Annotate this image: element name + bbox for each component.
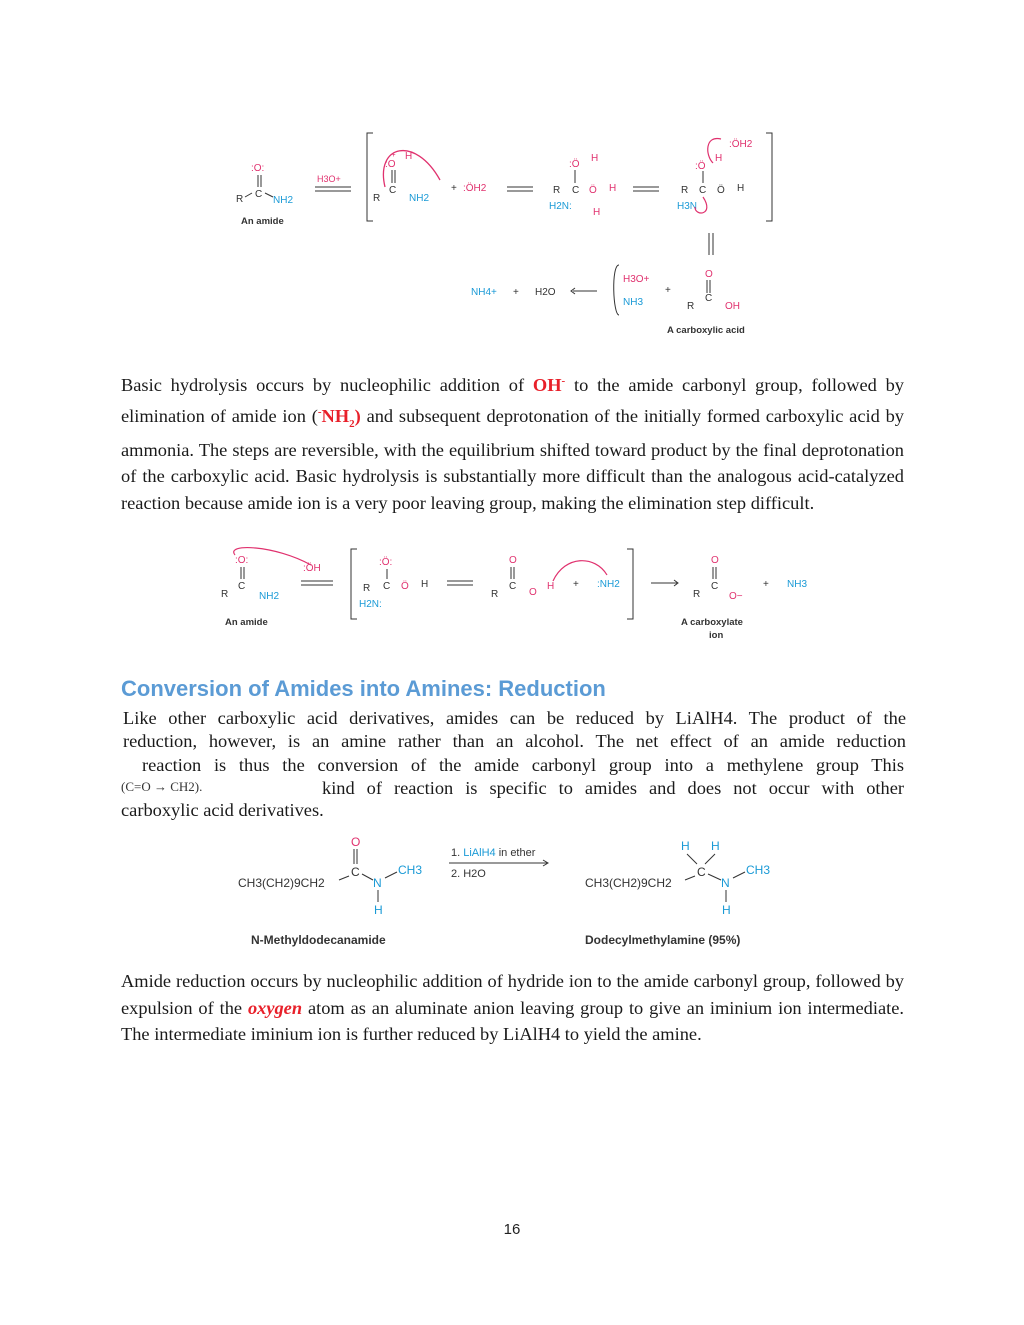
section-heading: Conversion of Amides into Amines: Reduction (121, 676, 606, 701)
svg-text:H: H (711, 839, 720, 853)
svg-text:C: C (255, 189, 263, 200)
svg-text:O: O (711, 555, 719, 566)
svg-text:CH3(CH2)9CH2: CH3(CH2)9CH2 (238, 876, 325, 890)
svg-text:H: H (737, 183, 745, 194)
svg-text:H: H (405, 151, 413, 162)
svg-text:R: R (363, 583, 371, 594)
svg-text:R: R (687, 301, 695, 312)
svg-text::Ö:: :Ö: (379, 557, 393, 568)
amide-reduction-scheme (235, 832, 795, 952)
svg-text:C: C (389, 185, 397, 196)
svg-text:N: N (721, 876, 730, 890)
amide-label-2: An amide (225, 617, 268, 628)
svg-text:Ö: Ö (589, 185, 597, 196)
svg-text::O:: :O: (251, 163, 265, 174)
svg-text:H2N:: H2N: (549, 201, 572, 212)
svg-text:CH3: CH3 (398, 863, 423, 877)
svg-text:H: H (374, 903, 383, 917)
svg-text::Ö: :Ö (695, 161, 706, 172)
svg-text:NH3: NH3 (623, 297, 644, 308)
svg-text:R: R (693, 589, 701, 600)
svg-text:NH3: NH3 (787, 579, 808, 590)
svg-text:H: H (547, 581, 555, 592)
svg-text:CH3: CH3 (746, 863, 771, 877)
svg-text:O−: O− (729, 591, 743, 602)
svg-text:R: R (221, 589, 229, 600)
svg-text:H3O+: H3O+ (623, 274, 650, 285)
acid-hydrolysis-scheme (225, 125, 785, 340)
svg-text:C: C (383, 581, 391, 592)
amide-label: An amide (241, 216, 284, 227)
svg-text:R: R (491, 589, 499, 600)
svg-text:H: H (609, 183, 617, 194)
page-number: 16 (503, 1221, 521, 1238)
svg-text:+: + (391, 150, 396, 159)
svg-text:R: R (553, 185, 561, 196)
svg-text:C: C (509, 581, 517, 592)
acid-label: A carboxylic acid (667, 325, 745, 336)
carboxylate-label-2: ion (709, 630, 724, 641)
svg-text:R: R (681, 185, 689, 196)
svg-text:NH2: NH2 (409, 193, 430, 204)
svg-text:C: C (697, 865, 706, 879)
svg-text:+: + (665, 285, 671, 296)
svg-text:O: O (509, 555, 517, 566)
svg-text:2. H2O: 2. H2O (451, 868, 486, 880)
svg-text:R: R (236, 194, 244, 205)
svg-text::ÖH2: :ÖH2 (729, 139, 753, 150)
carboxylate-label-1: A carboxylate (681, 617, 743, 628)
product-label: Dodecylmethylamine (95%) (585, 933, 741, 947)
svg-text:H: H (722, 903, 731, 917)
svg-text:H: H (591, 153, 599, 164)
basic-hydrolysis-paragraph: Basic hydrolysis occurs by nucleophilic addition of OH- to the amide carbonyl group, followed by elimination of amide ion $(^-NH_2)$ and subsequent deprotonation of the initially formed carboxylic acid by ammonia. The steps are reversible, with the equilibrium shifted toward product by the final deprotonation of the carboxylic acid. Basic hydrolysis is substantially more difficult than the analogous acid-catalyzed reaction because amide ion is a very poor leaving group, making the elimination step difficult. (121, 375, 905, 513)
basic-hydrolysis-scheme (215, 545, 815, 645)
svg-text:C: C (238, 581, 246, 592)
svg-text:R: R (373, 193, 381, 204)
svg-text:C: C (572, 185, 580, 196)
svg-text:H: H (421, 579, 429, 590)
svg-text::Ö: :Ö (569, 159, 580, 170)
svg-text:C: C (705, 293, 713, 304)
svg-text:H: H (681, 839, 690, 853)
svg-text:1. LiAlH4 in ether: 1. LiAlH4 in ether (451, 847, 536, 859)
svg-text:+: + (573, 579, 579, 590)
svg-text:+: + (451, 183, 457, 194)
svg-text:H2N:: H2N: (359, 599, 382, 610)
svg-text::NH2: :NH2 (597, 579, 620, 590)
svg-text:Ö: Ö (401, 581, 409, 592)
svg-text:H3O+: H3O+ (317, 174, 341, 184)
svg-text:CH3(CH2)9CH2: CH3(CH2)9CH2 (585, 876, 672, 890)
svg-text:NH2: NH2 (259, 591, 280, 602)
amide-reduction-mechanism-paragraph: Amide reduction occurs by nucleophilic addition of hydride ion to the amide carbonyl group, followed by expulsion of the oxygen atom as an aluminate anion leaving group to give an iminium ion intermediate. The intermediate iminium ion is further reduced by LiAlH4 to yield the amine. (121, 971, 904, 1044)
svg-text:+: + (513, 287, 519, 298)
svg-text::O:: :O: (235, 555, 249, 566)
reactant-label: N-Methyldodecanamide (251, 933, 386, 947)
svg-text:+: + (763, 579, 769, 590)
svg-text:NH2: NH2 (273, 195, 294, 206)
svg-text:H: H (593, 207, 601, 218)
svg-text:OH: OH (725, 301, 740, 312)
svg-text:C: C (351, 865, 360, 879)
svg-text:NH4+: NH4+ (471, 287, 497, 298)
svg-text::O: :O (385, 159, 396, 170)
svg-text:C: C (711, 581, 719, 592)
svg-text:O: O (351, 835, 361, 849)
svg-text:O: O (705, 269, 713, 280)
svg-text:Ö: Ö (717, 185, 725, 196)
svg-text:O: O (529, 587, 537, 598)
formula-c-o-to-ch2: (C=O → CH2). (121, 779, 203, 794)
svg-text::ÖH: :ÖH (303, 563, 321, 574)
svg-text:H2O: H2O (535, 287, 556, 298)
svg-text:C: C (699, 185, 707, 196)
svg-text:H3N: H3N (677, 201, 698, 212)
svg-text:N: N (373, 876, 382, 890)
svg-text::ÖH2: :ÖH2 (463, 183, 487, 194)
svg-text:H: H (715, 153, 723, 164)
